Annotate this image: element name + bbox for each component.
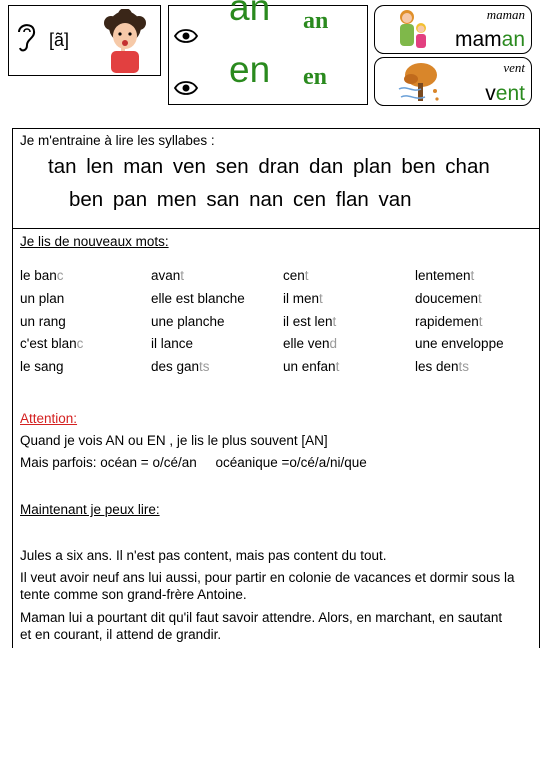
word-item: un rang (20, 314, 66, 329)
section-title: Je m'entraine à lire les syllabes : (20, 133, 215, 148)
sound-card (8, 5, 161, 76)
word-item: une enveloppe (415, 336, 504, 351)
attention-exception: Mais parfois: océan = o/cé/an océanique =o/cé/a/ni/que (20, 455, 367, 470)
word-item: un enfant (283, 359, 340, 374)
eye-icon (174, 27, 198, 50)
example-word-print (485, 82, 525, 106)
word-item: elle est blanche (151, 291, 245, 306)
grapheme-an-serif: an (303, 8, 329, 34)
section-title: Je lis de nouveaux mots: (20, 234, 169, 249)
child-illustration (93, 9, 157, 80)
reading-line: Maman lui a pourtant dit qu'il faut savoir attendre. Alors, en marchant, en sautant (20, 610, 503, 625)
example-word-script: maman (486, 7, 525, 22)
word-item: lentement (415, 268, 475, 283)
example-word-grapheme: an (501, 28, 525, 51)
reading-line: tente comme son grand-frère Antoine. (20, 587, 247, 602)
example-card-vent (374, 57, 532, 106)
word-item: il est lent (283, 314, 337, 329)
mother-child-illustration (393, 8, 435, 57)
word-item: il lance (151, 336, 194, 351)
attention-label: Attention: (20, 411, 78, 426)
word-item: une planche (151, 314, 225, 329)
word-item: le banc (20, 268, 64, 283)
word-item: des gants (151, 359, 210, 374)
word-item: avant (151, 268, 185, 283)
word-item: il ment (283, 291, 323, 306)
reading-line: Jules a six ans. Il n'est pas content, mais pas content du tout. (20, 548, 387, 563)
reading-line: et en courant, il attend de grandir. (20, 627, 222, 642)
example-word-grapheme: ent (495, 82, 525, 105)
example-word-script: vent (503, 60, 525, 75)
grapheme-en-serif: en (303, 64, 327, 90)
example-word-start: mam (454, 28, 502, 51)
syllables-section (12, 128, 540, 229)
grapheme-an-sans: an (229, 0, 271, 28)
word-item: le sang (20, 359, 64, 374)
example-card-maman (374, 5, 532, 54)
reading-line: Il veut avoir neuf ans lui aussi, pour partir en colonie de vacances et dormir sous la (20, 570, 515, 585)
grapheme-card (168, 0, 368, 105)
eye-icon (174, 79, 198, 102)
reading-title: Maintenant je peux lire: (20, 502, 160, 517)
word-item: doucement (415, 291, 482, 306)
word-item: elle vend (283, 336, 338, 351)
example-word-start: v (485, 82, 496, 105)
ear-icon (13, 20, 39, 59)
syllables-row-1: tan len man ven sen dran dan plan ben chan (48, 155, 490, 178)
word-item: c'est blanc (20, 336, 84, 351)
word-item: les dents (415, 359, 470, 374)
word-item: un plan (20, 291, 65, 306)
word-item: rapidement (415, 314, 483, 329)
word-item: cent (283, 268, 309, 283)
sound-symbol: [ã] (49, 30, 70, 50)
attention-rule: Quand je vois AN ou EN , je lis le plus souvent [AN] (20, 433, 328, 448)
syllables-row-2: ben pan men san nan cen flan van (69, 188, 412, 211)
wind-tree-illustration (397, 59, 443, 110)
example-word-print (455, 28, 525, 52)
grapheme-en-sans: en (229, 49, 271, 90)
